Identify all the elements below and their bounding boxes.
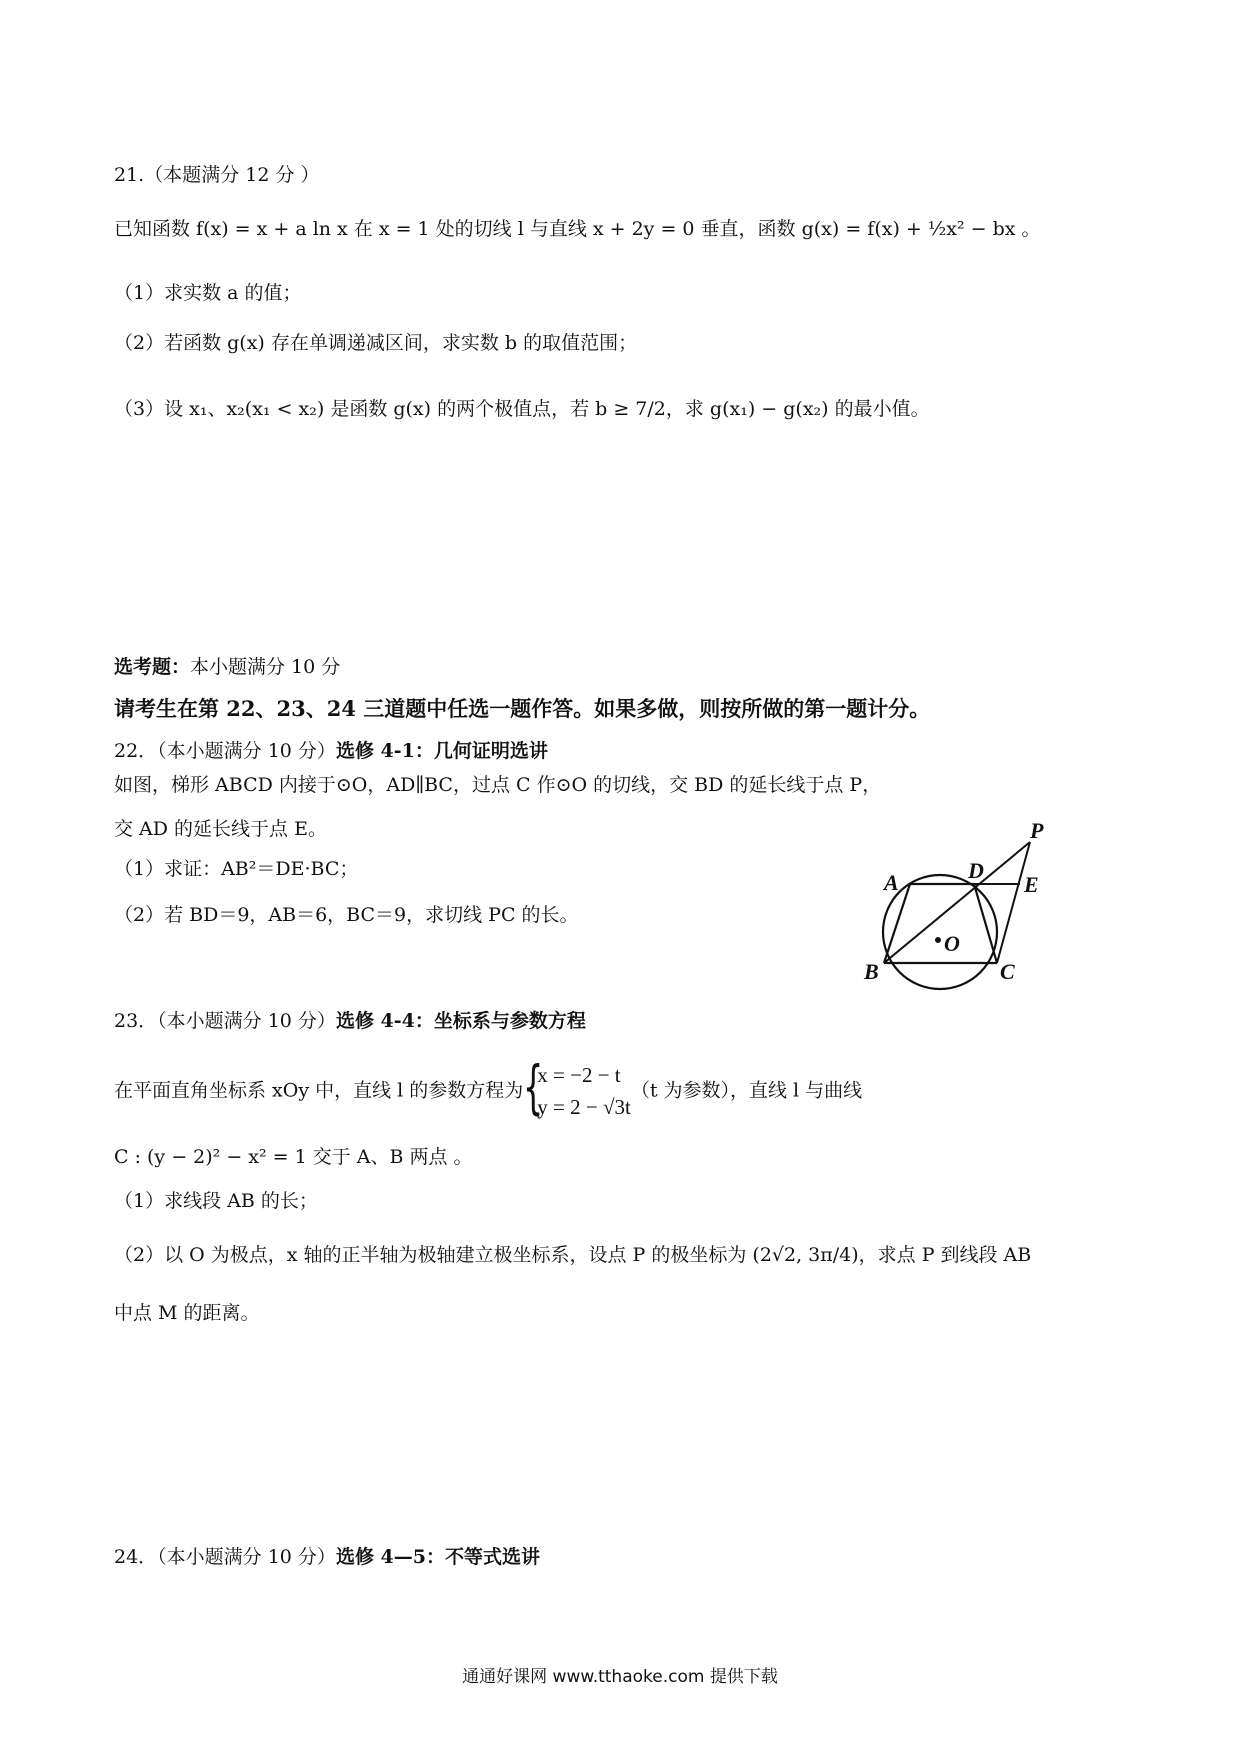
label-e: E xyxy=(1024,872,1039,897)
q23-line1-after: （t 为参数），直线 l 与曲线 xyxy=(630,1079,863,1102)
q23-line1 xyxy=(114,1053,863,1123)
center-dot xyxy=(935,937,941,943)
q24-header xyxy=(114,1546,540,1569)
label-d: D xyxy=(968,858,984,883)
q22-part2: （2）若 BD＝9，AB＝6，BC＝9，求切线 PC 的长。 xyxy=(114,904,579,926)
segment-dc xyxy=(974,884,997,963)
page-footer: 通通好课网 www.tthaoke.com 提供下载 xyxy=(462,1667,778,1687)
q22-header-num: 22．（本小题满分 10 分） xyxy=(114,740,336,762)
q23-parametric-system xyxy=(523,1053,631,1123)
q24-header-title: 选修 4—5：不等式选讲 xyxy=(335,1546,540,1568)
q22-header-title: 选修 4-1：几何证明选讲 xyxy=(335,740,548,762)
q22-header xyxy=(114,740,548,763)
elective-label: 选考题： xyxy=(114,656,191,678)
q23-header-title: 选修 4-4：坐标系与参数方程 xyxy=(335,1010,586,1032)
label-p: P xyxy=(1030,820,1044,843)
q22-line1: 如图，梯形 ABCD 内接于⊙O，AD∥BC，过点 C 作⊙O 的切线，交 BD 的延长线于点 P， xyxy=(114,774,882,796)
q23-part1: （1）求线段 AB 的长； xyxy=(114,1190,318,1212)
q23-eq1: x = −2 − t xyxy=(537,1063,621,1087)
q23-line2: C : (y − 2)² − x² = 1 交于 A、B 两点 。 xyxy=(114,1146,473,1168)
elective-instruction: 请考生在第 22、23、24 三道题中任选一题作答。如果多做，则按所做的第一题计分。 xyxy=(114,696,931,721)
q23-part2: （2）以 O 为极点，x 轴的正半轴为极轴建立极坐标系，设点 P 的极坐标为 (2√2, 3π/4)，求点 P 到线段 AB xyxy=(114,1244,1032,1266)
label-b: B xyxy=(864,959,879,984)
q23-header-num: 23．（本小题满分 10 分） xyxy=(114,1010,336,1032)
q21-part2: （2）若函数 g(x) 存在单调递减区间，求实数 b 的取值范围； xyxy=(114,332,638,354)
q24-header-num: 24．（本小题满分 10 分） xyxy=(114,1546,336,1568)
circle-o xyxy=(883,875,997,989)
q23-eq2: y = 2 − √3t xyxy=(537,1094,631,1119)
tangent-cp xyxy=(997,842,1030,963)
label-o: O xyxy=(944,931,960,956)
q22-line2: 交 AD 的延长线于点 E。 xyxy=(114,818,327,840)
q22-part1: （1）求证：AB²＝DE·BC； xyxy=(114,858,359,880)
label-a: A xyxy=(884,870,899,895)
q23-part2-cont: 中点 M 的距离。 xyxy=(114,1302,260,1324)
elective-note xyxy=(114,656,340,679)
q23-line1-before: 在平面直角坐标系 xOy 中，直线 l 的参数方程为 xyxy=(114,1079,524,1102)
brace-icon: { xyxy=(523,1053,544,1121)
q21-part3: （3）设 x₁、x₂(x₁ < x₂) 是函数 g(x) 的两个极值点，若 b ≥ 7/2，求 g(x₁) − g(x₂) 的最小值。 xyxy=(114,398,930,420)
elective-label-rest: 本小题满分 10 分 xyxy=(190,656,341,678)
q22-geometry-figure xyxy=(830,820,1050,1000)
q21-header: 21.（本题满分 12 分 ） xyxy=(114,164,320,186)
q23-header xyxy=(114,1010,586,1033)
q21-intro: 已知函数 f(x) = x + a ln x 在 x = 1 处的切线 l 与直线 x + 2y = 0 垂直，函数 g(x) = f(x) + ½x² − bx 。 xyxy=(114,218,1041,240)
q21-part1: （1）求实数 a 的值； xyxy=(114,282,302,304)
label-c: C xyxy=(1000,959,1015,984)
